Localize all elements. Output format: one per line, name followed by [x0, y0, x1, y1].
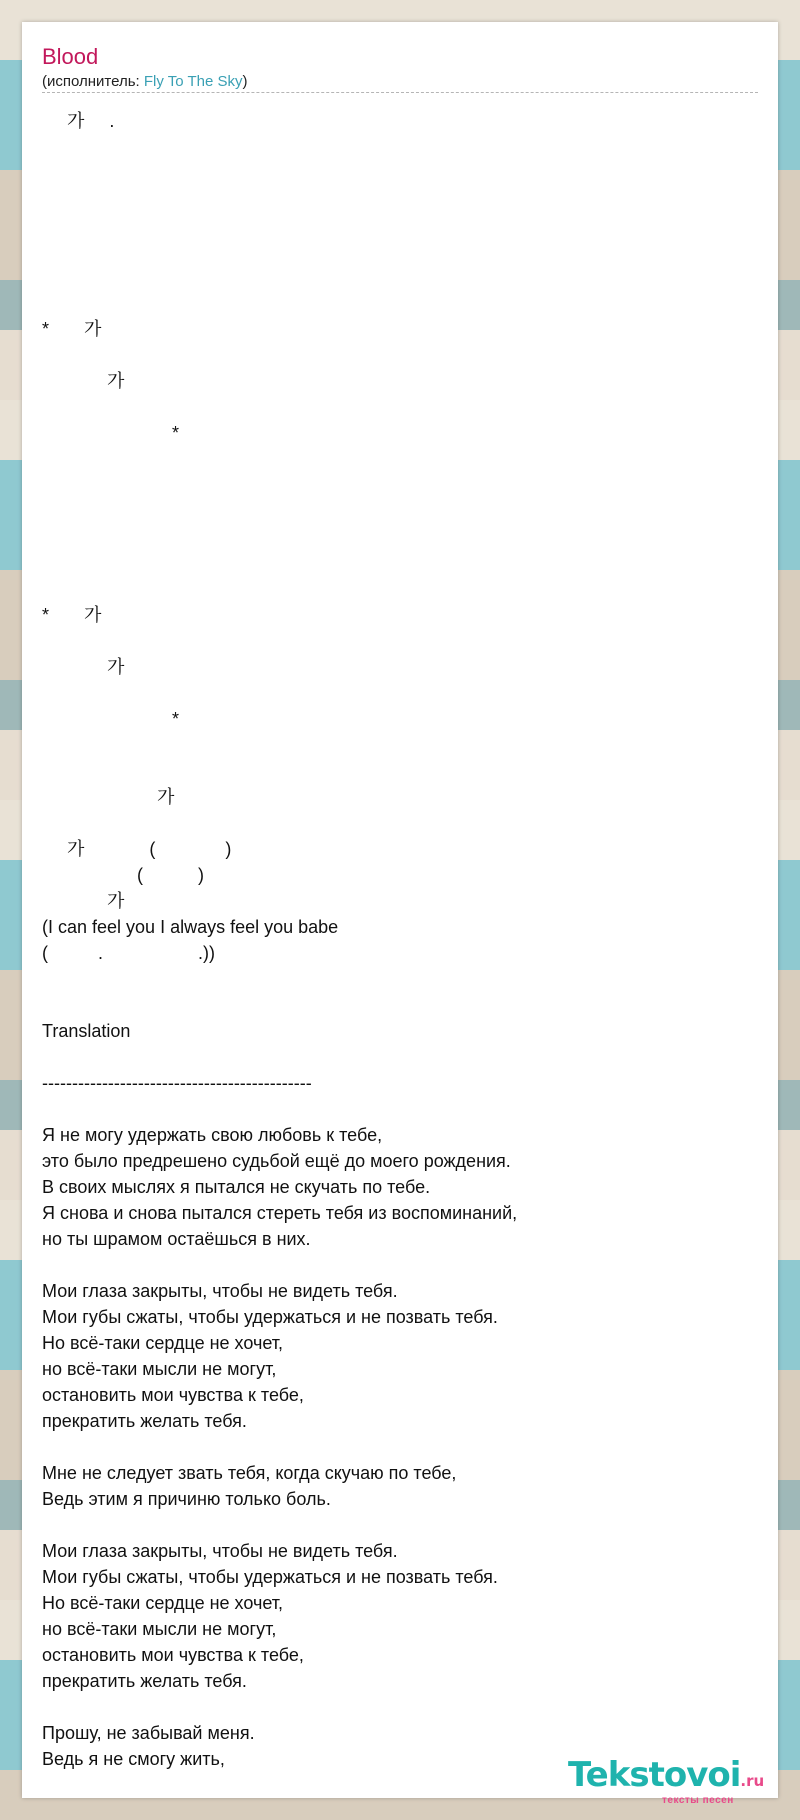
lyric-line: Ведь этим я причиню только боль. [42, 1489, 331, 1509]
logo-tld: .ru [740, 1772, 765, 1790]
song-title: Blood [42, 44, 99, 69]
site-logo[interactable] [568, 1755, 765, 1806]
lyric-line: 가 . [42, 111, 115, 131]
lyric-line: но всё-таки мысли не могут, [42, 1619, 277, 1639]
lyric-line: но всё-таки мысли не могут, [42, 1359, 277, 1379]
artist-prefix: (исполнитель: [42, 73, 144, 90]
lyric-line: Мои глаза закрыты, чтобы не видеть тебя. [42, 1281, 398, 1301]
lyric-line: это было предрешено судьбой ещё до моего рождения. [42, 1151, 511, 1171]
lyric-line: * [42, 709, 180, 729]
lyric-line: 가 [42, 787, 175, 807]
lyric-line: В своих мыслях я пытался не скучать по тебе. [42, 1177, 431, 1197]
lyric-line: Я не могу удержать свою любовь к тебе, [42, 1125, 383, 1145]
lyric-line: Мне не следует звать тебя, когда скучаю по тебе, [42, 1463, 457, 1483]
logo-name: Tekstovoi [568, 1755, 741, 1795]
lyric-line: остановить мои чувства к тебе, [42, 1385, 304, 1405]
lyric-line: * [42, 423, 180, 443]
lyric-line: но ты шрамом остаёшься в них. [42, 1229, 311, 1249]
lyric-line: Мои глаза закрыты, чтобы не видеть тебя. [42, 1541, 398, 1561]
artist-suffix: ) [242, 73, 248, 90]
lyric-line: * 가 [42, 319, 102, 339]
artist-line [42, 73, 248, 90]
lyrics-card [22, 22, 778, 1798]
lyric-line: 가 [42, 371, 125, 391]
lyric-line: Но всё-таки сердце не хочет, [42, 1593, 283, 1613]
lyric-line: * 가 [42, 605, 102, 625]
title-divider [42, 92, 758, 93]
lyric-line: 가 [42, 891, 125, 911]
lyric-line: прекратить желать тебя. [42, 1411, 247, 1431]
lyric-line: Мои губы сжаты, чтобы удержаться и не позвать тебя. [42, 1567, 498, 1587]
lyric-line: Ведь я не смогу жить, [42, 1749, 225, 1769]
lyric-line: Прошу, не забывай меня. [42, 1723, 255, 1743]
separator-line: --------------------------------------------- [42, 1073, 312, 1093]
lyric-line: ( ) [42, 865, 205, 885]
lyric-line: ( . .)) [42, 943, 216, 963]
lyric-line: Но всё-таки сердце не хочет, [42, 1333, 283, 1353]
lyric-line: 가 [42, 657, 125, 677]
translation-heading: Translation [42, 1021, 131, 1041]
lyric-line: Мои губы сжаты, чтобы удержаться и не позвать тебя. [42, 1307, 498, 1327]
lyric-line: Я снова и снова пытался стереть тебя из воспоминаний, [42, 1203, 518, 1223]
lyric-line: прекратить желать тебя. [42, 1671, 247, 1691]
lyric-line: (I can feel you I always feel you babe [42, 917, 339, 937]
lyric-line: 가 ( ) [42, 839, 232, 859]
artist-link[interactable]: Fly To The Sky [143, 73, 243, 90]
logo-tagline: тексты песен [662, 1795, 734, 1806]
lyric-line: остановить мои чувства к тебе, [42, 1645, 304, 1665]
